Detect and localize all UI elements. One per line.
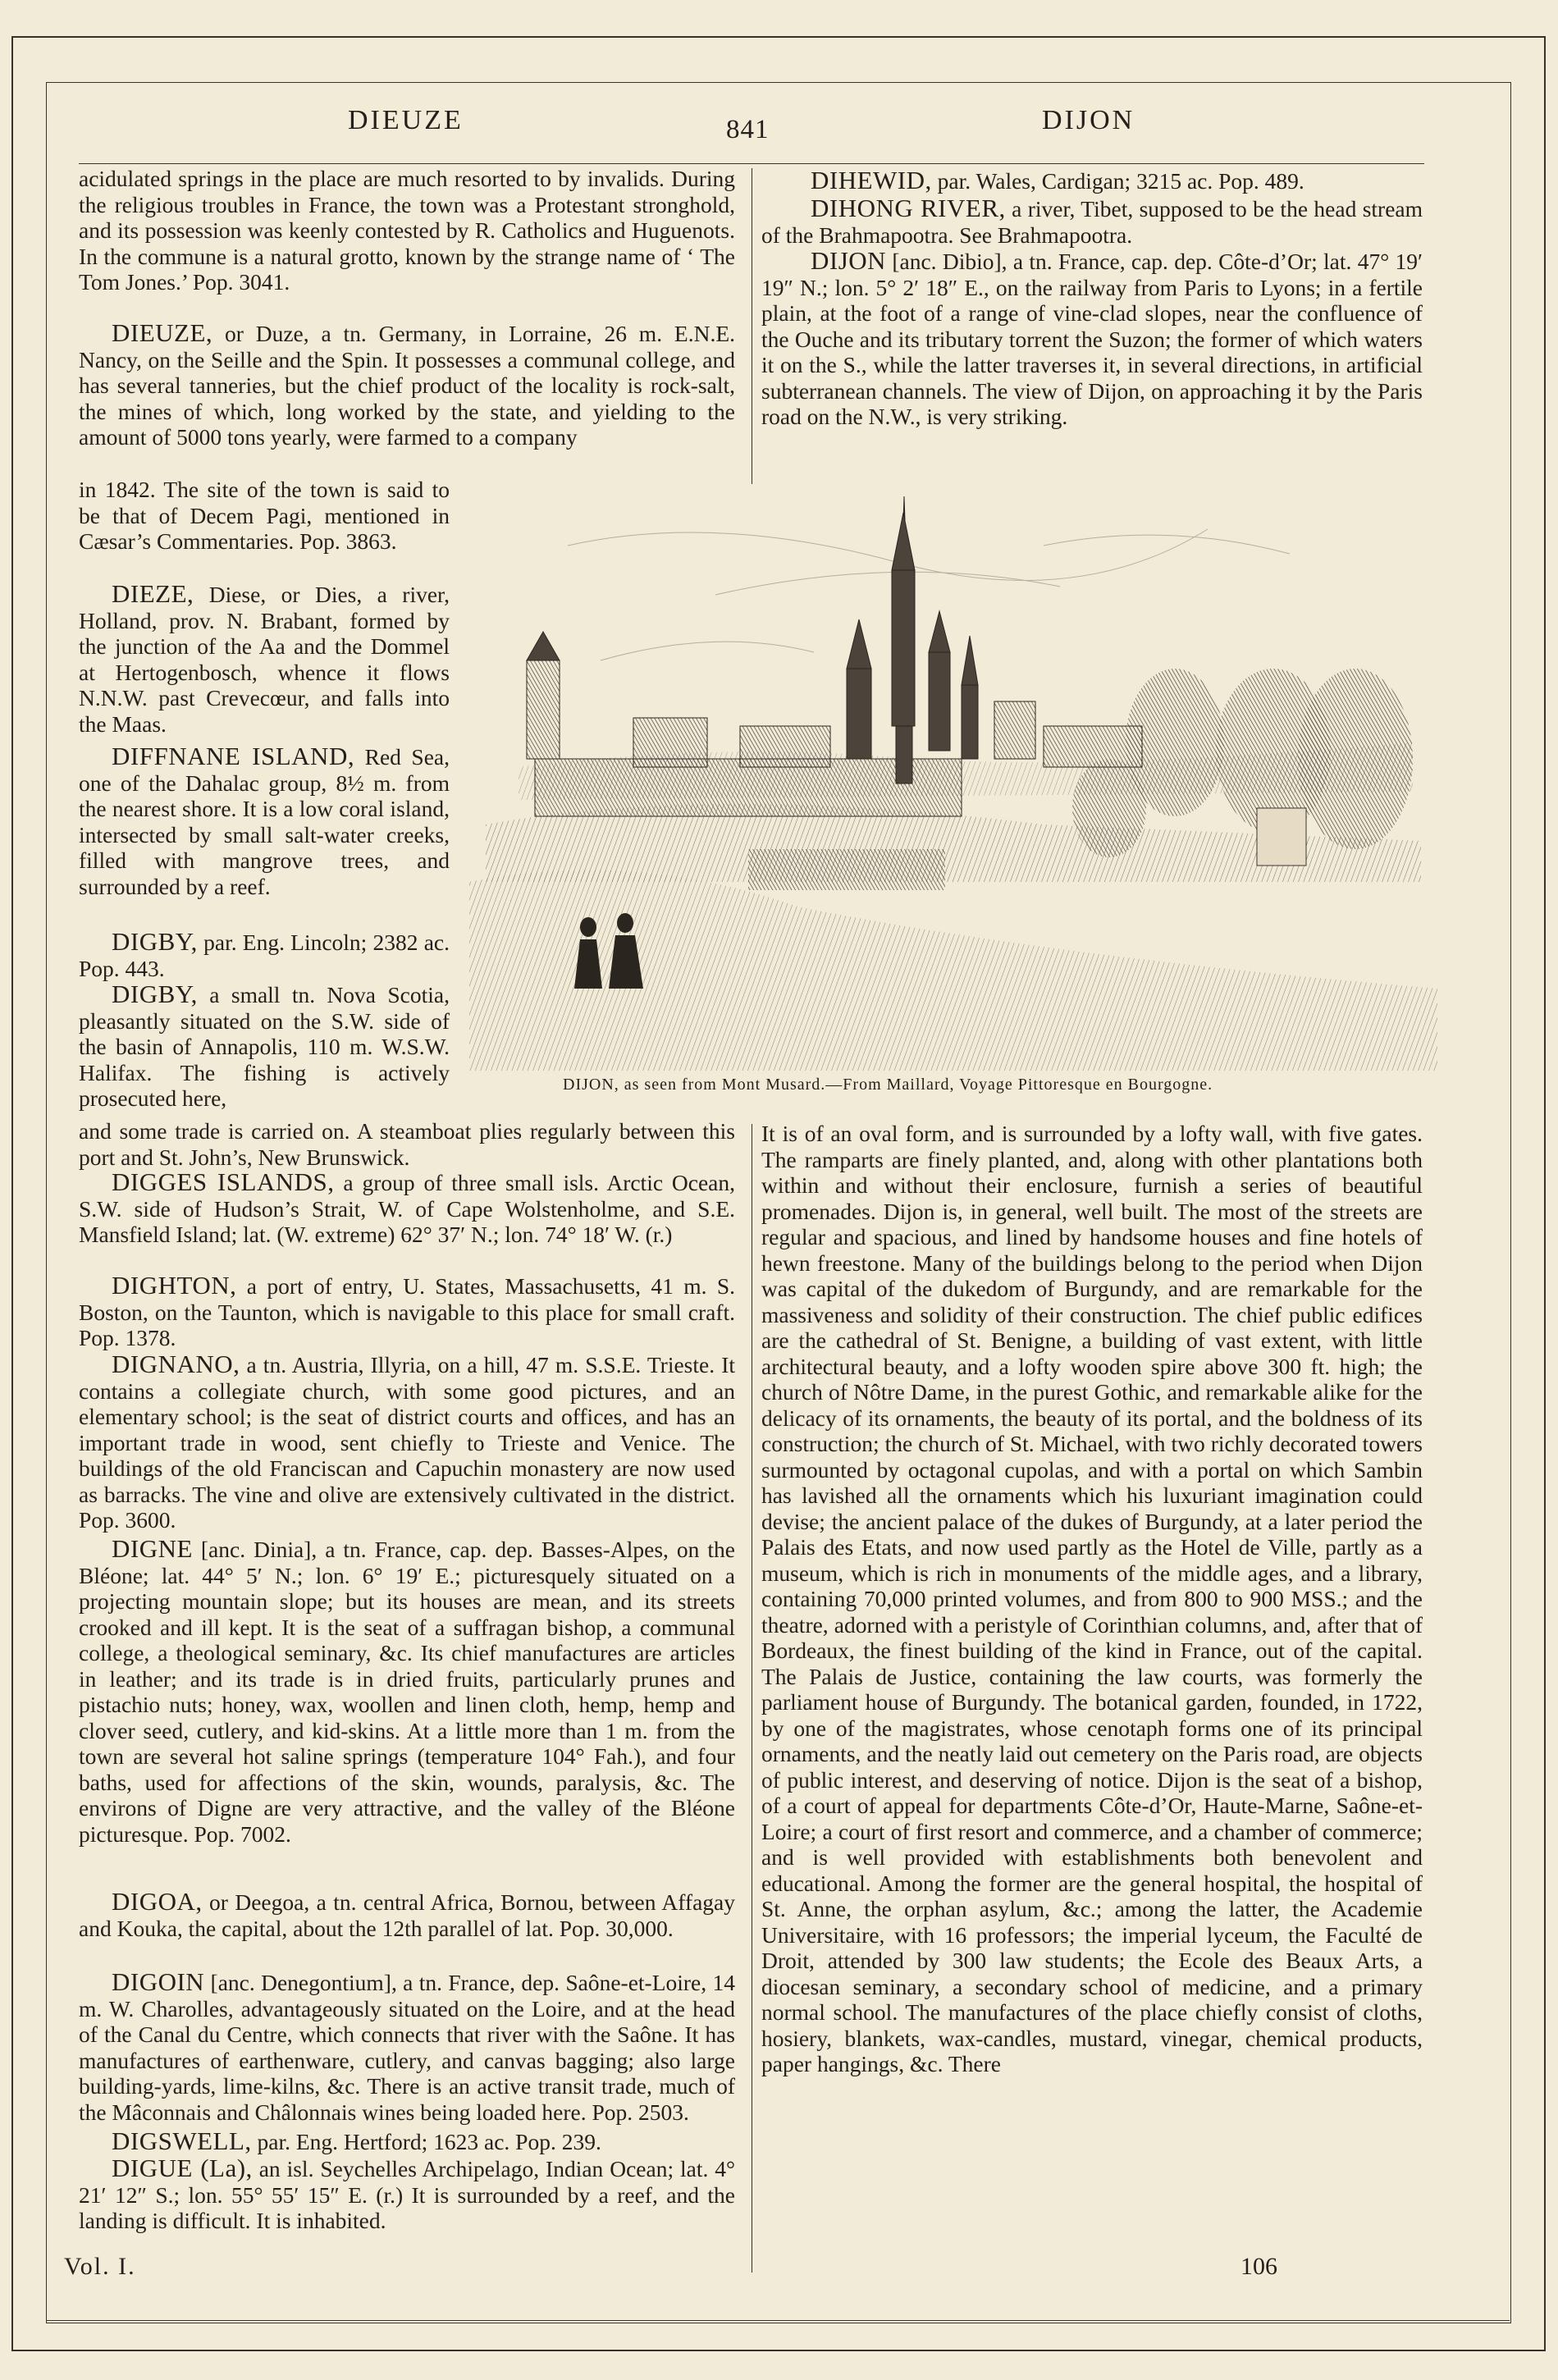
entry-dieuze-continued: in 1842. The site of the town is said to be that of Decem Pagi, mentioned in Cæsar’s Commentaries. Pop. 3863. xyxy=(79,477,450,554)
entry-dieuze: DIEUZE, or Duze, a tn. Germany, in Lorraine, 26 m. E.N.E. Nancy, on the Seille and the Spin. It possesses a communal college, and has several tanneries, but the chief product of the locality is rock-salt, the mines of which, long worked by the state, and yielding to the amount of 5000 tons yearly, were farmed to a company xyxy=(79,318,735,450)
entry-diffnane-island: DIFFNANE ISLAND, Red Sea, one of the Dahalac group, 8½ m. from the nearest shore. It is a low coral island, intersected by small salt-water creeks, filled with mangrove trees, and surrounded by a reef. xyxy=(79,742,450,899)
headword: DIHONG RIVER, xyxy=(811,194,1006,222)
dijon-engraving xyxy=(469,496,1437,1071)
signature-mark: 106 xyxy=(1240,2253,1277,2280)
headword: DIGOA, xyxy=(112,1887,203,1916)
sky xyxy=(568,529,1290,660)
entry-digby-par: DIGBY, par. Eng. Lincoln; 2382 ac. Pop. 443. xyxy=(79,927,450,981)
entry-digby-town-continued: and some trade is carried on. A steamboat plies regularly between this port and St. John’s, New Brunswick. xyxy=(79,1118,735,1170)
running-head-right: DIJON xyxy=(1042,105,1135,135)
entry-dihewid: DIHEWID, par. Wales, Cardigan; 3215 ac. Pop. 489. xyxy=(811,166,1304,194)
figure-caption: DIJON, as seen from Mont Musard.—From Maillard, Voyage Pittoresque en Bourgogne. xyxy=(563,1076,1213,1094)
entry-dieze: DIEZE, Diese, or Dies, a river, Holland, prov. N. Brabant, formed by the junction of the Aa and the Dommel at Hertogenbosch, whence it flows N.N.W. past Crevecœur, and falls into the Maas. xyxy=(79,579,450,737)
headword: DIFFNANE ISLAND, xyxy=(112,742,355,770)
headword: DIGNE xyxy=(112,1534,193,1563)
entry-digby-town: DIGBY, a small tn. Nova Scotia, pleasantly situated on the S.W. side of the basin of Annapolis, 110 m. W.S.W. Halifax. The fishing is actively prosecuted here, xyxy=(79,980,450,1111)
entry-dijon-continued: It is of an oval form, and is surrounded by a lofty wall, with five gates. The ramparts are finely planted, and, along with other plantations both within and without their enclosure, furnish a series of beautiful promenades. Dijon is, in general, well built. The most of the streets are regular and spacious, and lined by handsome houses and fine hotels of hewn freestone. Many of the buildings belong to the period when Dijon was capital of the dukedom of Burgundy, and are remarkable for the massiveness and solidity of their construction. The chief public edifices are the cathedral of St. Benigne, a building of vast extent, with little architectural beauty, and a lofty wooden spire above 300 ft. high; the church of Nôtre Dame, in the purest Gothic, and remarkable alike for the delicacy of its ornaments, the beauty of its portal, and the boldness of its construction; the church of St. Michael, with two richly decorated towers surmounted by octagonal cupolas, and with a portal on which Sambin has lavished all the ornaments which his luxuriant imagination could devise; the ancient palace of the dukes of Burgundy, at a later period the Palais des Etats, and now used partly as the Hotel de Ville, partly as a museum, which is rich in monuments of the middle ages, and a library, containing 70,000 printed volumes, and from 800 to 900 MSS.; and the theatre, adorned with a peristyle of Corinthian columns, and, after that of Bordeaux, the finest building of the kind in France, out of the capital. The Palais de Justice, containing the law courts, was formerly the parliament house of Burgundy. The botanical garden, founded, in 1722, by one of the magistrates, whose cenotaph forms one of its principal ornaments, and the neatly laid out cemetery on the Paris road, are objects of public interest, and deserving of notice. Dijon is the seat of a bishop, of a court of appeal for departments Côte-d’Or, Haute-Marne, Saône-et-Loire; a court of first resort and commerce, and a chamber of commerce; and is well provided with establishments both benevolent and educational. Among the former are the general hospital, the hospital of St. Anne, the orphan asylum, &c.; among the latter, the Academie Universitaire, with 16 professors; the imperial lyceum, the Faculté de Droit, attended by 300 law students; the Ecole des Beaux Arts, a diocesan seminary, a secondary school of medicine, and a primary normal school. The manufactures of the place chiefly consist of cloths, hosiery, blankets, wax-candles, mustard, vinegar, chemical products, paper hangings, &c. There xyxy=(761,1121,1423,2076)
entry-digges-islands: DIGGES ISLANDS, a group of three small isls. Arctic Ocean, S.W. side of Hudson’s Strait, W. of Cape Wolstenholme, and S.E. Mansfield Island; lat. (W. extreme) 62° 37′ N.; lon. 74° 18′ W. (r.) xyxy=(79,1167,735,1247)
headword: DIHEWID, xyxy=(811,166,932,194)
entry-dighton: DIGHTON, a port of entry, U. States, Massachusetts, 41 m. S. Boston, on the Taunton, which is navigable to this place for small craft. Pop. 1378. xyxy=(79,1271,735,1350)
entry-dihong-river: DIHONG RIVER, a river, Tibet, supposed to be the head stream of the Brahmapootra. See Brahmapootra. xyxy=(761,194,1423,248)
entry-digoa: DIGOA, or Deegoa, a tn. central Africa, Bornou, between Affagay and Kouka, the capital, about the 12th parallel of lat. Pop. 30,000. xyxy=(79,1887,735,1941)
bottom-rule xyxy=(46,2320,1510,2321)
headword: DIGOIN xyxy=(112,1967,205,1996)
header-rule xyxy=(79,163,1424,164)
headword: DIJON xyxy=(811,246,887,275)
left-entry-continuation: acidulated springs in the place are much resorted to by invalids. During the religious troubles in France, the town was a Protestant stronghold, and its possession was keenly contested by R. Catholics and Huguenots. In the commune is a natural grotto, known by the strange name of ‘ The Tom Jones.’ Pop. 3041. xyxy=(79,166,735,295)
entry-digswell: DIGSWELL, par. Eng. Hertford; 1623 ac. Pop. 239. xyxy=(112,2126,601,2155)
headword: DIGBY, xyxy=(112,980,198,1008)
headword: DIGUE (La), xyxy=(112,2154,253,2182)
entry-digue: DIGUE (La), an isl. Seychelles Archipelago, Indian Ocean; lat. 4° 21′ 12″ S.; lon. 55° 55′ 15″ E. (r.) It is surrounded by a reef, and the landing is difficult. It is inhabited. xyxy=(79,2154,736,2233)
volume-mark: Vol. I. xyxy=(64,2253,136,2280)
entry-dijon: DIJON [anc. Dibio], a tn. France, cap. dep. Côte-d’Or; lat. 47° 19′ 19″ N.; lon. 5° 2′ 18″ E., on the railway from Paris to Lyons; in a fertile plain, at the foot of a range of vine-clad slopes, near the confluence of the Ouche and its tributary torrent the Suzon; the former of which waters it on the S., while the latter traverses it, in several directions, in artificial subterranean channels. The view of Dijon, on approaching it by the Paris road on the N.W., is very striking. xyxy=(761,246,1423,429)
entry-digne: DIGNE [anc. Dinia], a tn. France, cap. dep. Basses-Alpes, on the Bléone; lat. 44° 5′ N.; lon. 6° 19′ E.; picturesquely situated on a projecting mountain slope; but its houses are mean, and its streets crooked and ill kept. It is the seat of a suffragan bishop, a communal college, a theological seminary, &c. Its chief manufactures are articles in leather; and its trade is in dried fruits, particularly prunes and pistachio nuts; honey, wax, woollen and linen cloth, hemp, hemp and clover seed, cutlery, and kid-skins. At a little more than 1 m. from the town are several hot saline springs (temperature 104° Fah.), and four baths, used for affections of the skin, wounds, paralysis, &c. The environs of Digne are very attractive, and the valley of the Bléone picturesque. Pop. 7002. xyxy=(79,1534,735,1847)
headword: DIGNANO, xyxy=(112,1350,240,1378)
headword: DIEUZE, xyxy=(112,318,213,347)
headword: DIGGES ISLANDS, xyxy=(112,1167,335,1196)
page-number: 841 xyxy=(726,115,770,144)
headword: DIGHTON, xyxy=(112,1271,237,1300)
headword: DIGBY, xyxy=(112,927,198,956)
entry-dignano: DIGNANO, a tn. Austria, Illyria, on a hill, 47 m. S.S.E. Trieste. It contains a collegiate church, with some good pictures, and an elementary school; is the seat of district courts and offices, and has an important trade in wood, sent chiefly to Trieste and Venice. The buildings of the old Franciscan and Capuchin monastery are now used as barracks. The vine and olive are extensively cultivated in the district. Pop. 3600. xyxy=(79,1350,735,1533)
headword: DIEZE, xyxy=(112,579,194,608)
running-head-left: DIEUZE xyxy=(348,105,464,135)
headword: DIGSWELL, xyxy=(112,2126,252,2155)
entry-digoin: DIGOIN [anc. Denegontium], a tn. France, dep. Saône-et-Loire, 14 m. W. Charolles, advantageously situated on the Loire, and at the head of the Canal du Centre, which connects that river with the Saône. It has manufactures of earthenware, cutlery, and canvas bagging; also large building-yards, lime-kilns, &c. There is an active transit trade, much of the Mâconnais and Châlonnais wines being loaded here. Pop. 2503. xyxy=(79,1967,735,2125)
